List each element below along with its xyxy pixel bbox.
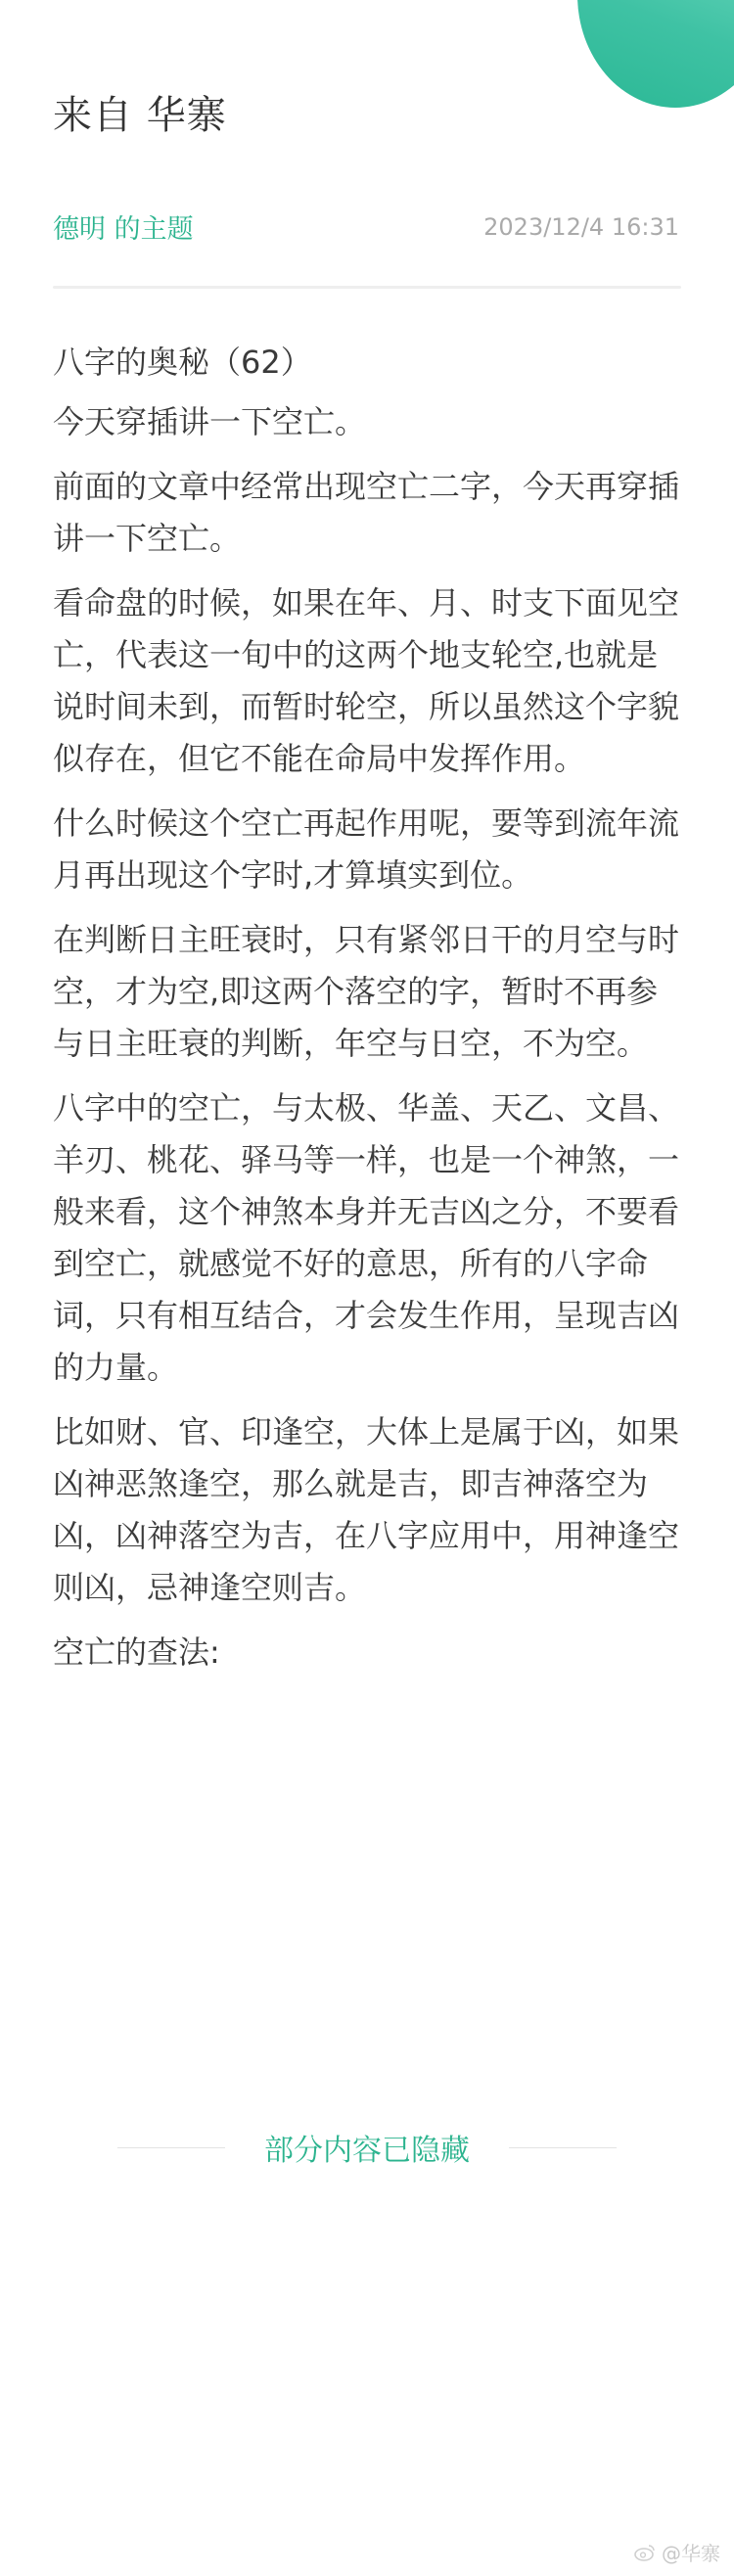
watermark-text: @华寨 [662,2542,720,2565]
divider-left [117,2147,225,2148]
watermark [634,2538,720,2566]
post-timestamp: 2023/12/4 16:31 [483,212,679,241]
post-meta [53,207,679,246]
article-title: 八字的奥秘（62） [53,344,312,381]
article-paragraph: 空亡的查法: [53,1633,220,1671]
weibo-logo-icon [634,2544,656,2561]
article-body [53,337,683,1691]
page-title: 来自 华寨 [53,93,227,138]
show-hidden-content-button[interactable]: 部分内容已隐藏 [264,2134,470,2168]
article-paragraph: 看命盘的时候，如果在年、月、时支下面见空亡，代表这一旬中的这两个地支轮空,也就是说时间未到，而暂时轮空，所以虽然这个字貌似存在，但它不能在命局中发挥作用。 [53,584,680,777]
content-fade-overlay [0,1918,734,2036]
divider-right [509,2147,617,2148]
header-divider [53,286,681,289]
author-topic-link[interactable]: 德明 的主题 [53,214,194,245]
article-paragraph: 今天穿插讲一下空亡。 [53,403,367,440]
article-paragraph: 什么时候这个空亡再起作用呢，要等到流年流月再出现这个字时,才算填实到位。 [53,805,680,894]
article-paragraph: 比如财、官、印逢空，大体上是属于凶，如果凶神恶煞逢空，那么就是吉，即吉神落空为凶，凶神落空为吉，在八字应用中，用神逢空则凶，忌神逢空则吉。 [53,1413,680,1606]
article-paragraph: 八字中的空亡，与太极、华盖、天乙、文昌、羊刃、桃花、驿马等一样，也是一个神煞，一般来看，这个神煞本身并无吉凶之分，不要看到空亡，就感觉不好的意思，所有的八字命词，只有相互结合，才会发生作用，呈现吉凶的力量。 [53,1089,680,1386]
collapsed-content-row[interactable] [117,2126,617,2169]
article-paragraph: 在判断日主旺衰时，只有紧邻日干的月空与时空，才为空,即这两个落空的字，暂时不再参与日主旺衰的判断，年空与日空，不为空。 [53,921,680,1062]
article-paragraph: 前面的文章中经常出现空亡二字，今天再穿插讲一下空亡。 [53,468,680,557]
corner-decoration [577,0,734,108]
